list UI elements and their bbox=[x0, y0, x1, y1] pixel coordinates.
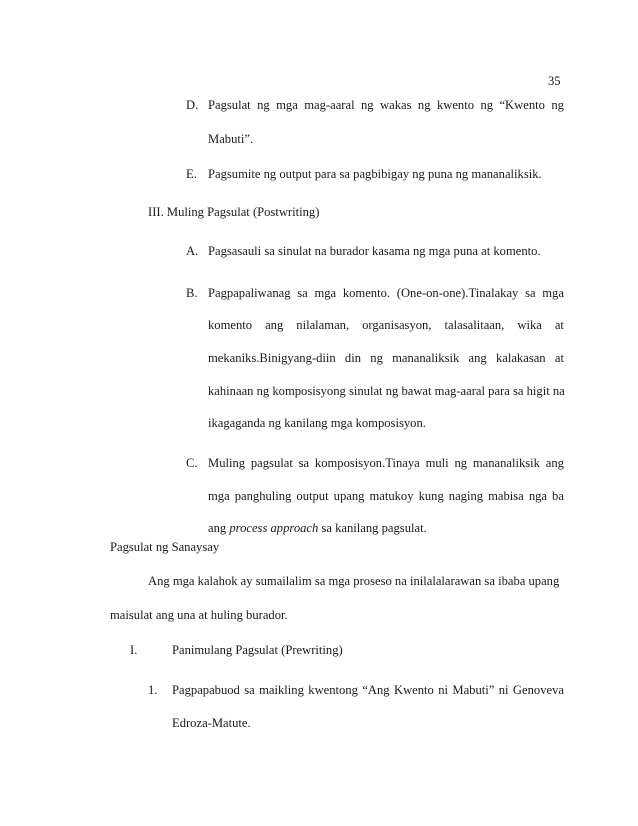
word: kwento bbox=[436, 98, 475, 112]
word: pagsulat bbox=[250, 456, 293, 470]
word: mekaniks.Binigyang-diin bbox=[208, 351, 336, 365]
word: ng bbox=[361, 98, 374, 112]
word: organisasyon, bbox=[362, 318, 432, 332]
word: ng bbox=[417, 98, 431, 112]
word: komento. bbox=[342, 286, 391, 300]
word: Genoveva bbox=[512, 683, 564, 697]
word: wakas bbox=[380, 98, 412, 112]
word: (One-on-one).Tinalakay bbox=[396, 286, 519, 300]
paragraph-line-1: Ang mga kalahok ay sumailalim sa mga proseso na inilalalarawan sa ibaba upang bbox=[148, 574, 560, 588]
word: ng bbox=[454, 456, 468, 470]
word: wika bbox=[517, 318, 542, 332]
section-heading-sanaysay: Pagsulat ng Sanaysay bbox=[110, 540, 220, 554]
list-item-d-line-1 bbox=[208, 98, 564, 113]
word: ang bbox=[265, 318, 284, 332]
word: komento bbox=[208, 318, 253, 332]
word: naging bbox=[448, 489, 484, 503]
word: mabisa bbox=[488, 489, 524, 503]
word: kwentong bbox=[308, 683, 358, 697]
word: nilalaman, bbox=[296, 318, 350, 332]
list-item-a-text: Pagsasauli sa sinulat na burador kasama ng mga puna at komento. bbox=[208, 244, 541, 258]
word: Kwento bbox=[393, 683, 434, 697]
word: maikling bbox=[259, 683, 304, 697]
list-item-c-line-2 bbox=[208, 489, 564, 504]
word: at bbox=[554, 351, 564, 365]
word: talasalitaan, bbox=[444, 318, 505, 332]
word: mga bbox=[208, 489, 230, 503]
word: din bbox=[344, 351, 362, 365]
word: Muling bbox=[208, 456, 246, 470]
list-item-b-line-2 bbox=[208, 318, 564, 333]
list-item-b-line-5: ikagaganda ng kanilang mga komposisyon. bbox=[208, 416, 426, 430]
word: kung bbox=[418, 489, 444, 503]
word: “Kwento bbox=[499, 98, 545, 112]
word: sa bbox=[525, 286, 536, 300]
word: “Ang bbox=[362, 683, 390, 697]
list-item-e-text: Pagsumite ng output para sa pagbibigay ng puna ng mananaliksik. bbox=[208, 167, 542, 181]
word: ang bbox=[545, 456, 564, 470]
word: at bbox=[554, 318, 564, 332]
word: ang bbox=[468, 351, 487, 365]
word: Pagsulat bbox=[208, 98, 251, 112]
list-marker-b: B. bbox=[186, 286, 198, 300]
word: mananaliksik bbox=[472, 456, 540, 470]
word: mga bbox=[542, 286, 564, 300]
list-item-c-line-1 bbox=[208, 456, 564, 471]
word: Mabuti” bbox=[452, 683, 495, 697]
word: matukoy bbox=[369, 489, 414, 503]
word: ng bbox=[257, 98, 270, 112]
word: sa bbox=[297, 286, 308, 300]
word: upang bbox=[333, 489, 365, 503]
word: Pagpapaliwanag bbox=[208, 286, 291, 300]
section-heading-i: Panimulang Pagsulat (Prewriting) bbox=[172, 643, 343, 657]
word: mag-aaral bbox=[304, 98, 355, 112]
list-item-c-line-3-after: sa kanilang pagsulat. bbox=[318, 521, 427, 535]
word: panghuling bbox=[234, 489, 292, 503]
list-item-b-line-1 bbox=[208, 286, 564, 301]
word: mananaliksik bbox=[392, 351, 460, 365]
word: Pagpapabuod bbox=[172, 683, 240, 697]
word: nga bbox=[528, 489, 547, 503]
word: output bbox=[296, 489, 329, 503]
word: ng bbox=[480, 98, 494, 112]
list-marker-e: E. bbox=[186, 167, 197, 181]
paragraph-line-2: maisulat ang una at huling burador. bbox=[110, 608, 288, 622]
list-item-1-line-2: Edroza-Matute. bbox=[172, 716, 251, 730]
list-marker-1: 1. bbox=[148, 683, 158, 697]
list-marker-c: C. bbox=[186, 456, 198, 470]
list-item-c-line-3 bbox=[208, 521, 427, 536]
list-marker-a: A. bbox=[186, 244, 199, 258]
list-marker-d: D. bbox=[186, 98, 199, 112]
list-item-b-line-3 bbox=[208, 351, 564, 366]
page-number: 35 bbox=[548, 74, 561, 88]
process-approach-italic: process approach bbox=[229, 521, 319, 535]
list-item-b-line-4: kahinaan ng komposisyong sinulat ng bawat mag-aaral para sa higit na bbox=[208, 384, 565, 398]
word: mga bbox=[276, 98, 298, 112]
section-heading-iii: III. Muling Pagsulat (Postwriting) bbox=[148, 205, 320, 219]
word: ng bbox=[551, 98, 564, 112]
word: ng bbox=[370, 351, 383, 365]
word: muli bbox=[425, 456, 449, 470]
word: ba bbox=[552, 489, 564, 503]
list-item-1-line-1 bbox=[172, 683, 564, 698]
word: sa bbox=[244, 683, 255, 697]
word: mga bbox=[314, 286, 337, 300]
word: ni bbox=[498, 683, 509, 697]
list-item-d-line-2: Mabuti”. bbox=[208, 132, 254, 146]
word: ni bbox=[438, 683, 449, 697]
word: komposisyon.Tinaya bbox=[314, 456, 420, 470]
section-marker-i: I. bbox=[130, 643, 138, 657]
word: sa bbox=[298, 456, 310, 470]
list-item-c-line-3-before: ang bbox=[208, 521, 230, 535]
word: kalakasan bbox=[495, 351, 546, 365]
